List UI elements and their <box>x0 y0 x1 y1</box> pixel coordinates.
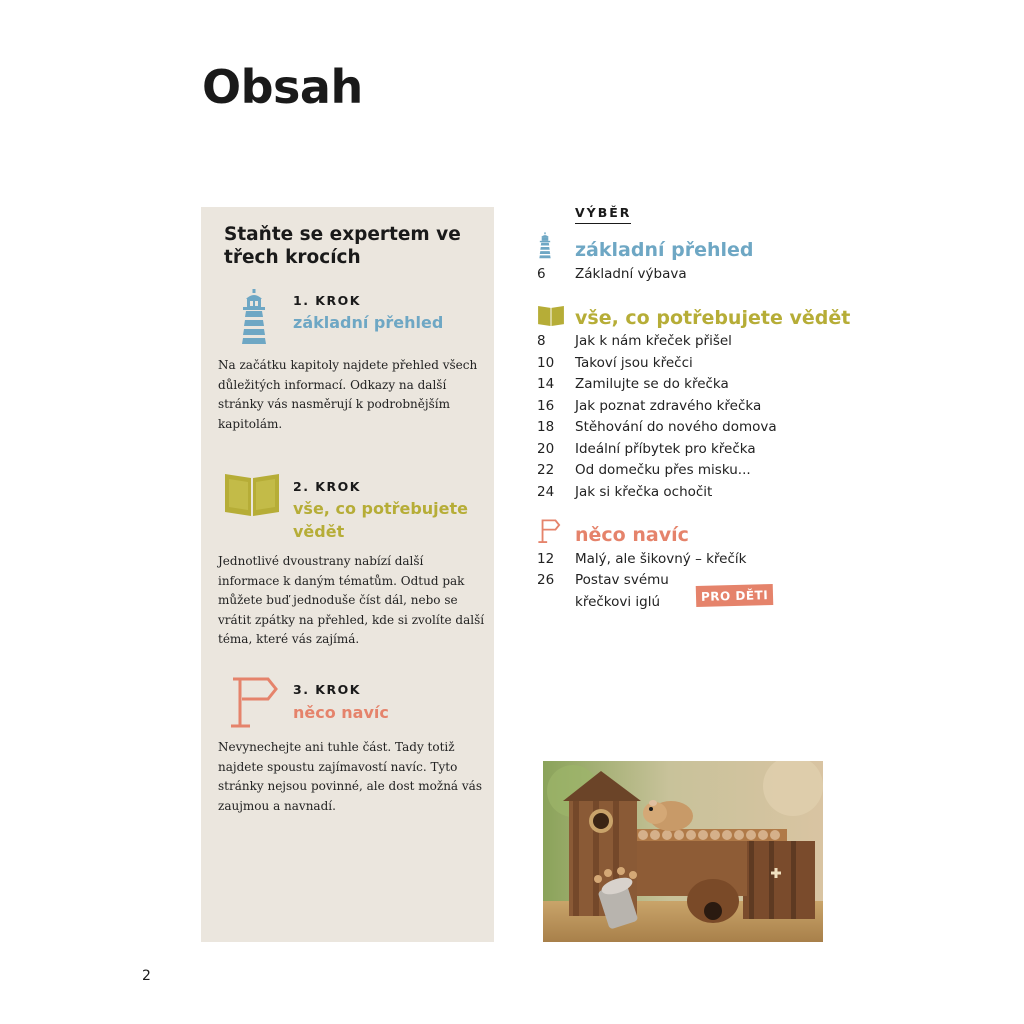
step-2-text: Jednotlivé dvoustrany nabízí další informace k daným tématům. Odtud pak můžete buď jednoduše číst dál, nebo se vrátit zpátky na přehled, kde si zvolíte další téma, které vás zajímá. <box>218 554 485 647</box>
lighthouse-icon <box>237 289 271 347</box>
toc-entry-title: Jak poznat zdravého křečka <box>575 398 762 414</box>
step-3-name: něco navíc <box>293 703 389 722</box>
toc-entry-title: Zamilujte se do křečka <box>575 376 729 392</box>
toc-entry-title: Základní výbava <box>575 266 687 282</box>
toc-entry-page: 22 <box>537 462 555 478</box>
toc-entry-page: 6 <box>537 266 546 282</box>
pro-deti-badge: PRO DĚTI <box>696 584 774 607</box>
step-2-name: vše, co potřebujete vědět <box>293 499 469 541</box>
signpost-icon <box>228 676 280 728</box>
toc-entry-page: 12 <box>537 551 555 567</box>
toc-entry-title: Stěhování do nového domova <box>575 419 777 435</box>
lighthouse-icon <box>537 232 553 260</box>
panel-heading: Staňte se expertem ve třech krocích <box>224 224 461 268</box>
toc-entry-page: 18 <box>537 419 555 435</box>
toc-entry-title: Ideální příbytek pro křečka <box>575 441 756 457</box>
page-title: Obsah <box>202 60 363 114</box>
toc-entry-page: 20 <box>537 441 555 457</box>
toc-entry-page: 10 <box>537 355 555 371</box>
page-number: 2 <box>142 968 151 984</box>
toc-entry-title: Jak k nám křeček přišel <box>575 333 732 349</box>
toc-entry-title-line1: Postav svému <box>575 572 669 588</box>
signpost-icon <box>537 518 561 544</box>
toc-entry-title-line2: křečkovi iglú <box>575 594 661 610</box>
step-3-label: 3. KROK <box>293 682 361 697</box>
step-1-text: Na začátku kapitoly najdete přehled všech důležitých informací. Odkazy na další stránky vás nasměrují k podrobnějším kapitolám. <box>218 358 478 431</box>
step-1-label: 1. KROK <box>293 293 361 308</box>
toc-entry-page: 14 <box>537 376 555 392</box>
step-3-text: Nevynechejte ani tuhle část. Tady totiž najdete spoustu zajímavostí navíc. Tyto stránky nejsou povinné, ale dost možná vás zaujmou a navnadí. <box>218 740 482 813</box>
toc-heading: VÝBĚR <box>575 205 631 224</box>
toc-entry-title: Malý, ale šikovný – křečík <box>575 551 747 567</box>
toc-entry-title: Od domečku přes misku... <box>575 462 751 478</box>
open-book-icon <box>537 305 565 327</box>
open-book-icon <box>223 472 281 518</box>
toc-entry-page: 26 <box>537 572 555 588</box>
toc-entry-page: 16 <box>537 398 555 414</box>
hamster-house-photo <box>543 761 823 942</box>
toc-section-title: vše, co potřebujete vědět <box>575 307 851 329</box>
step-1-name: základní přehled <box>293 313 444 332</box>
toc-entry-title: Takoví jsou křečci <box>575 355 693 371</box>
steps-panel <box>201 207 494 942</box>
toc-entry-page: 24 <box>537 484 555 500</box>
step-2-label: 2. KROK <box>293 479 361 494</box>
toc-section-title: něco navíc <box>575 524 689 546</box>
toc-entry-page: 8 <box>537 333 546 349</box>
toc-section-title: základní přehled <box>575 239 754 261</box>
toc-entry-title: Jak si křečka ochočit <box>575 484 713 500</box>
